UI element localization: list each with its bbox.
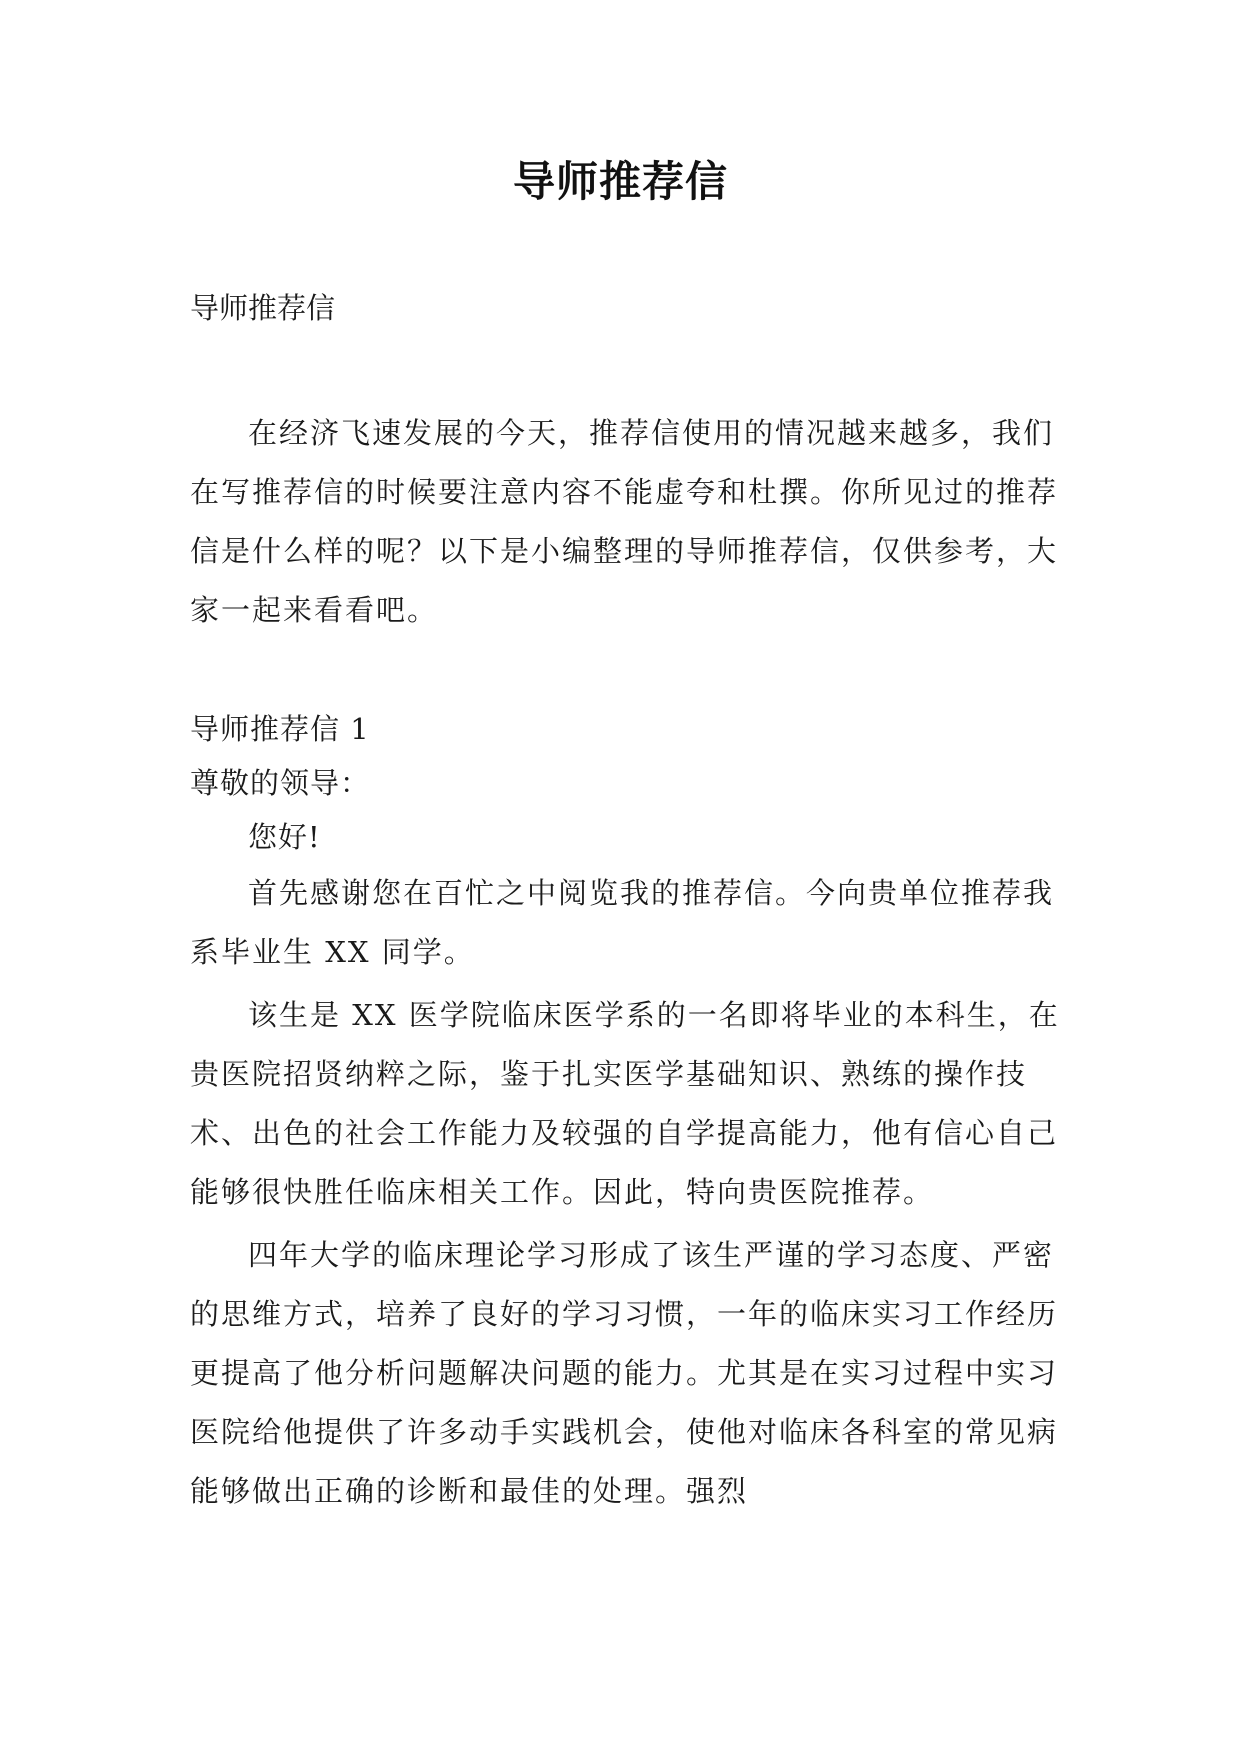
document-subtitle: 导师推荐信	[190, 291, 336, 325]
letter-paragraph: 首先感谢您在百忙之中阅览我的推荐信。今向贵单位推荐我系毕业生 XX 同学。	[190, 876, 1055, 969]
document-title: 导师推荐信	[512, 157, 728, 206]
letter-section	[190, 702, 1070, 1521]
letter-paragraph: 该生是 XX 医学院临床医学系的一名即将毕业的本科生，在贵医院招贤纳粹之际，鉴于扎实医学基础知识、熟练的操作技术、出色的社会工作能力及较强的自学提高能力，他有信心自己能够很快胜任临床相关工作。因此，特向贵医院推荐。	[190, 998, 1060, 1209]
letter-heading: 导师推荐信 1	[190, 712, 370, 746]
letter-greeting: 您好!	[248, 820, 321, 854]
letter-salutation: 尊敬的领导：	[190, 766, 371, 800]
letter-paragraph: 四年大学的临床理论学习形成了该生严谨的学习态度、严密的思维方式，培养了良好的学习习惯，一年的临床实习工作经历更提高了他分析问题解决问题的能力。尤其是在实习过程中实习医院给他提供了许多动手实践机会，使他对临床各科室的常见病能够做出正确的诊断和最佳的处理。强烈	[190, 1238, 1059, 1508]
intro-paragraph: 在经济飞速发展的今天，推荐信使用的情况越来越多，我们在写推荐信的时候要注意内容不能虚夸和杜撰。你所见过的推荐信是什么样的呢？以下是小编整理的导师推荐信，仅供参考，大家一起来看看吧。	[190, 416, 1059, 627]
intro-section	[190, 404, 1070, 640]
